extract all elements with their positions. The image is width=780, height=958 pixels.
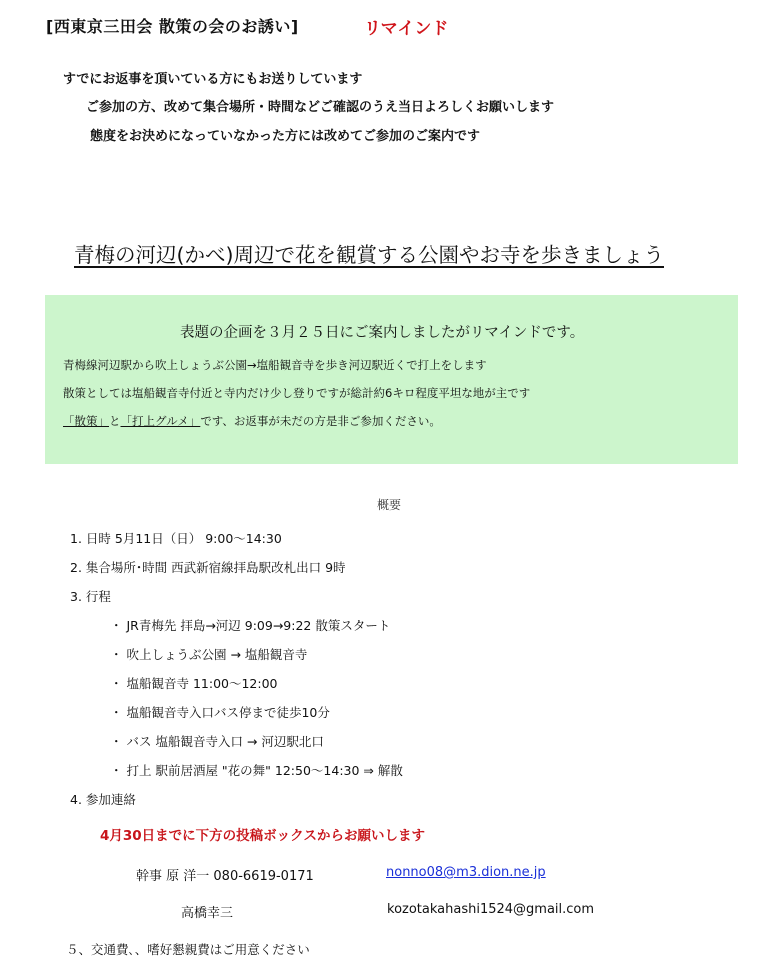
itinerary-step: ・ 塩船観音寺入口バス停まで徒歩10分 — [110, 705, 330, 720]
page-headline: 青梅の河辺(かべ)周辺で花を観賞する公園やお寺を歩きましょう — [74, 243, 664, 267]
intro-line: すでにお返事を頂いている方にもお送りしています — [63, 72, 363, 87]
gourmet-highlight: 「打上グルメ」 — [120, 414, 201, 428]
item-expenses: ５、交通費､、嗜好懇親費はご用意ください — [66, 942, 310, 957]
remind-label: リマインド — [364, 19, 449, 39]
notice-line: 散策としては塩船観音寺付近と寺内だけ少し登りですが総計約6キロ程度平坦な地が主です — [63, 386, 531, 400]
item-itinerary: 3. 行程 — [70, 589, 111, 604]
notice-title: 表題の企画を３月２５日にご案内しましたがリマインドです。 — [180, 325, 585, 341]
item-contact: 4. 参加連絡 — [70, 792, 136, 807]
itinerary-step: ・ JR青梅先 拝島→河辺 9:09→9:22 散策スタート — [110, 618, 391, 633]
itinerary-step: ・ 塩船観音寺 11:00～12:00 — [110, 676, 278, 691]
notice-text: と — [109, 414, 121, 428]
intro-line: ご参加の方、改めて集合場所・時間などご確認のうえ当日よろしくお願いします — [86, 100, 555, 115]
notice-line: 青梅線河辺駅から吹上しょうぶ公園→塩船観音寺を歩き河辺駅近くで打上をします — [63, 358, 487, 372]
item-meeting: 2. 集合場所･時間 西武新宿線拝島駅改札出口 9時 — [70, 560, 346, 575]
header-title: [西東京三田会 散策の会のお誘い] — [46, 17, 299, 36]
notice-line — [63, 413, 441, 429]
itinerary-step: ・ 打上 駅前居酒屋 "花の舞" 12:50～14:30 ⇒ 解散 — [110, 763, 403, 778]
second-contact-email: kozotakahashi1524@gmail.com — [387, 902, 595, 917]
walk-highlight: 「散策」 — [63, 414, 109, 428]
itinerary-step: ・ バス 塩船観音寺入口 → 河辺駅北口 — [110, 734, 324, 749]
overview-heading: 概要 — [377, 498, 402, 512]
intro-line: 態度をお決めになっていなかった方には改めてご参加のご案内です — [90, 129, 481, 144]
organizer-email-link[interactable]: nonno08@m3.dion.ne.jp — [386, 865, 546, 880]
second-contact-name: 高橋幸三 — [181, 906, 234, 921]
deadline-notice: 4月30日までに下方の投稿ボックスからお願いします — [100, 828, 426, 844]
item-date: 1. 日時 5月11日（日） 9:00～14:30 — [70, 531, 282, 546]
notice-text: です、お返事が未だの方是非ご参加ください。 — [200, 414, 441, 428]
itinerary-step: ・ 吹上しょうぶ公園 → 塩船観音寺 — [110, 647, 308, 662]
organizer-contact: 幹事 原 洋一 080-6619-0171 — [136, 869, 314, 884]
